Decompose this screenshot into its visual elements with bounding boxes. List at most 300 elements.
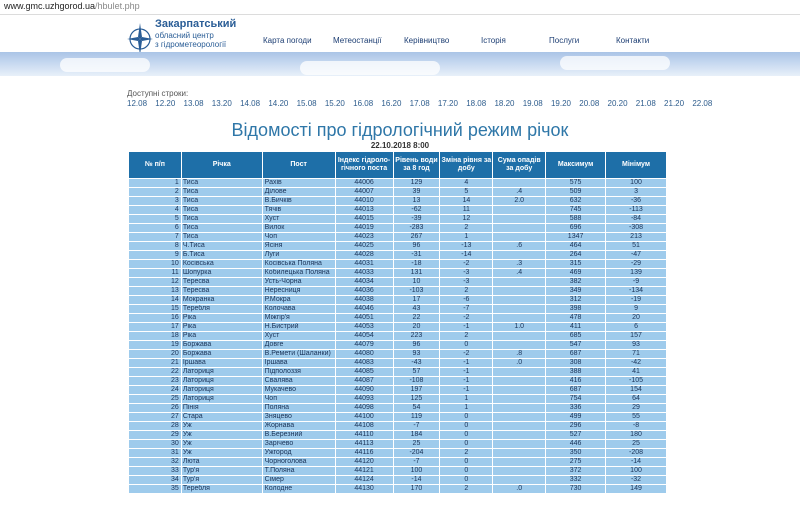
cell-minimum: -19: [606, 296, 667, 305]
cell-minimum: 100: [606, 179, 667, 188]
cell-minimum: 93: [606, 341, 667, 350]
cell-maximum: 388: [546, 368, 606, 377]
cell-maximum: 336: [546, 404, 606, 413]
cell-minimum: 213: [606, 233, 667, 242]
cell-water-level: 43: [393, 305, 440, 314]
cell-level-change: -1: [440, 368, 493, 377]
cell-number: 14: [129, 296, 182, 305]
cell-post: Косівська Поляна: [262, 260, 335, 269]
cell-level-change: -3: [440, 269, 493, 278]
cell-maximum: 349: [546, 287, 606, 296]
cell-post: Чоп: [262, 395, 335, 404]
cell-river: Тур'я: [181, 467, 262, 476]
cell-river: Уж: [181, 440, 262, 449]
cell-number: 27: [129, 413, 182, 422]
cell-maximum: 350: [546, 449, 606, 458]
cell-maximum: 1347: [546, 233, 606, 242]
cell-river: Тиса: [181, 224, 262, 233]
cell-water-level: -43: [393, 359, 440, 368]
cell-post: В.Ремети (Шаланки): [262, 350, 335, 359]
cell-level-change: 2: [440, 449, 493, 458]
cell-number: 8: [129, 242, 182, 251]
period-link[interactable]: 22.08: [692, 99, 713, 108]
cell-number: 22: [129, 368, 182, 377]
cell-level-change: -1: [440, 359, 493, 368]
cell-precipitation: [493, 377, 546, 386]
header-water-level: Рівень води за 8 год: [393, 152, 440, 179]
cell-water-level: 184: [393, 431, 440, 440]
cell-level-change: 2: [440, 332, 493, 341]
cell-minimum: 149: [606, 485, 667, 494]
cell-water-level: 25: [393, 440, 440, 449]
cell-post: Міжгір'я: [262, 314, 335, 323]
cell-number: 33: [129, 467, 182, 476]
cell-precipitation: [493, 422, 546, 431]
cell-post: Усть-Чорна: [262, 278, 335, 287]
cell-minimum: -105: [606, 377, 667, 386]
cell-maximum: 687: [546, 386, 606, 395]
period-link[interactable]: 12.20: [155, 99, 176, 108]
cell-water-level: 17: [393, 296, 440, 305]
header-maximum: Максимум: [546, 152, 606, 179]
cell-water-level: 22: [393, 314, 440, 323]
cell-post-index: 44010: [335, 197, 393, 206]
cell-number: 17: [129, 323, 182, 332]
table-row: [129, 278, 667, 287]
cell-water-level: 96: [393, 341, 440, 350]
cell-river: Уж: [181, 422, 262, 431]
url-text[interactable]: [4, 1, 140, 11]
url-domain: www.gmc.uzhgorod.ua: [4, 1, 96, 11]
cell-river: Тиса: [181, 197, 262, 206]
cell-number: 18: [129, 332, 182, 341]
cell-post: Іршава: [262, 359, 335, 368]
cell-maximum: 416: [546, 377, 606, 386]
table-row: [129, 359, 667, 368]
cell-number: 4: [129, 206, 182, 215]
cell-river: Боржава: [181, 341, 262, 350]
cell-post-index: 44121: [335, 467, 393, 476]
table-row: [129, 197, 667, 206]
available-periods-list: [127, 99, 718, 108]
cell-precipitation: 1.0: [493, 323, 546, 332]
cell-level-change: 11: [440, 206, 493, 215]
cell-post-index: 44083: [335, 359, 393, 368]
cell-minimum: 71: [606, 350, 667, 359]
cell-river: Тиса: [181, 188, 262, 197]
cell-post-index: 44038: [335, 296, 393, 305]
cell-minimum: 180: [606, 431, 667, 440]
table-row: [129, 395, 667, 404]
cell-number: 5: [129, 215, 182, 224]
cell-water-level: -7: [393, 458, 440, 467]
table-row: [129, 404, 667, 413]
cell-post-index: 44110: [335, 431, 393, 440]
cell-post-index: 44046: [335, 305, 393, 314]
cell-minimum: 51: [606, 242, 667, 251]
cell-maximum: 275: [546, 458, 606, 467]
cell-minimum: -29: [606, 260, 667, 269]
cell-post: Хуст: [262, 215, 335, 224]
period-link[interactable]: 16.08: [353, 99, 374, 108]
cell-post-index: 44007: [335, 188, 393, 197]
table-row: [129, 476, 667, 485]
cell-number: 23: [129, 377, 182, 386]
logo-subtitle-line2: з гідрометеорології: [155, 40, 227, 49]
cell-river: Уж: [181, 449, 262, 458]
period-link[interactable]: 14.08: [240, 99, 261, 108]
cell-number: 6: [129, 224, 182, 233]
period-link[interactable]: 18.20: [494, 99, 515, 108]
cell-minimum: -208: [606, 449, 667, 458]
cell-water-level: 93: [393, 350, 440, 359]
cell-river: Латориця: [181, 368, 262, 377]
cell-number: 7: [129, 233, 182, 242]
cell-level-change: 14: [440, 197, 493, 206]
period-link[interactable]: 18.08: [466, 99, 487, 108]
table-row: [129, 458, 667, 467]
sky-banner: [0, 52, 800, 76]
nav-management[interactable]: Керівництво: [404, 36, 450, 45]
cell-precipitation: .0: [493, 485, 546, 494]
cell-precipitation: .0: [493, 359, 546, 368]
cell-water-level: -283: [393, 224, 440, 233]
cell-number: 25: [129, 395, 182, 404]
cell-minimum: -47: [606, 251, 667, 260]
cell-minimum: -14: [606, 458, 667, 467]
cell-water-level: -39: [393, 215, 440, 224]
period-link[interactable]: 17.08: [409, 99, 430, 108]
cell-post-index: 44015: [335, 215, 393, 224]
cell-maximum: 469: [546, 269, 606, 278]
nav-contacts[interactable]: Контакти: [616, 36, 650, 45]
cell-number: 3: [129, 197, 182, 206]
table-row: [129, 188, 667, 197]
table-row: [129, 287, 667, 296]
cell-river: Латориця: [181, 377, 262, 386]
cell-post: Ясіня: [262, 242, 335, 251]
cell-level-change: -13: [440, 242, 493, 251]
period-link[interactable]: 13.08: [183, 99, 204, 108]
period-link[interactable]: 20.08: [579, 99, 600, 108]
cell-post-index: 44120: [335, 458, 393, 467]
cell-post: Чорноголова: [262, 458, 335, 467]
cell-level-change: -3: [440, 278, 493, 287]
cell-post: В.Березний: [262, 431, 335, 440]
cell-maximum: 372: [546, 467, 606, 476]
cell-post-index: 44031: [335, 260, 393, 269]
cell-river: Стара: [181, 413, 262, 422]
cell-precipitation: [493, 233, 546, 242]
cell-river: Ріка: [181, 314, 262, 323]
table-row: [129, 413, 667, 422]
period-link[interactable]: 13.20: [211, 99, 232, 108]
table-body: [129, 179, 667, 494]
cell-number: 16: [129, 314, 182, 323]
cell-river: Ріка: [181, 323, 262, 332]
cell-post-index: 44033: [335, 269, 393, 278]
cell-minimum: 25: [606, 440, 667, 449]
available-periods-label: Доступні строки:: [127, 89, 189, 98]
cell-river: Люта: [181, 458, 262, 467]
cell-post-index: 44053: [335, 323, 393, 332]
cell-minimum: 41: [606, 368, 667, 377]
cell-minimum: -32: [606, 476, 667, 485]
cell-water-level: 39: [393, 188, 440, 197]
period-link[interactable]: 15.08: [296, 99, 317, 108]
cell-level-change: 0: [440, 458, 493, 467]
cell-maximum: 446: [546, 440, 606, 449]
cell-maximum: 547: [546, 341, 606, 350]
cell-water-level: -108: [393, 377, 440, 386]
header-post: Пост: [262, 152, 335, 179]
cell-maximum: 745: [546, 206, 606, 215]
cell-post: Кобилецька Поляна: [262, 269, 335, 278]
cell-water-level: 20: [393, 323, 440, 332]
table-row: [129, 431, 667, 440]
cell-precipitation: [493, 476, 546, 485]
cell-post: Колодне: [262, 485, 335, 494]
cell-post: Поляна: [262, 404, 335, 413]
cell-minimum: -42: [606, 359, 667, 368]
cell-water-level: -103: [393, 287, 440, 296]
cell-level-change: 12: [440, 215, 493, 224]
period-link[interactable]: 19.20: [550, 99, 572, 108]
cell-water-level: 131: [393, 269, 440, 278]
cell-post: Чоп: [262, 233, 335, 242]
cell-minimum: -308: [606, 224, 667, 233]
cell-minimum: 154: [606, 386, 667, 395]
cell-minimum: -9: [606, 278, 667, 287]
cell-level-change: 2: [440, 287, 493, 296]
cell-minimum: 6: [606, 323, 667, 332]
cell-maximum: 296: [546, 422, 606, 431]
cell-river: Теребля: [181, 485, 262, 494]
cell-post-index: 44051: [335, 314, 393, 323]
cell-post: Ужгород: [262, 449, 335, 458]
cell-number: 2: [129, 188, 182, 197]
cell-water-level: 125: [393, 395, 440, 404]
cell-level-change: -2: [440, 314, 493, 323]
header-level-change: Зміна рівня за добу: [440, 152, 493, 179]
table-header-row: [129, 152, 667, 179]
cell-water-level: -31: [393, 251, 440, 260]
cell-river: Тересва: [181, 278, 262, 287]
cell-water-level: 13: [393, 197, 440, 206]
cell-water-level: 57: [393, 368, 440, 377]
cell-post: Тячів: [262, 206, 335, 215]
table-row: [129, 323, 667, 332]
cell-minimum: -134: [606, 287, 667, 296]
cell-precipitation: .8: [493, 350, 546, 359]
cell-post: Сімер: [262, 476, 335, 485]
url-path: /hbulet.php: [95, 1, 140, 11]
cell-water-level: -14: [393, 476, 440, 485]
cell-precipitation: [493, 431, 546, 440]
browser-address-bar[interactable]: [0, 0, 800, 15]
cell-minimum: 139: [606, 269, 667, 278]
cell-level-change: 0: [440, 467, 493, 476]
cell-post-index: 44019: [335, 224, 393, 233]
logo-title: Закарпатський: [155, 18, 237, 30]
header-number: № п/п: [129, 152, 182, 179]
cell-water-level: 119: [393, 413, 440, 422]
cell-water-level: -18: [393, 260, 440, 269]
cell-post: Вилок: [262, 224, 335, 233]
cell-river: Тиса: [181, 179, 262, 188]
cell-number: 29: [129, 431, 182, 440]
cell-minimum: -113: [606, 206, 667, 215]
cell-river: Ч.Тиса: [181, 242, 262, 251]
cell-number: 9: [129, 251, 182, 260]
table-row: [129, 233, 667, 242]
table-row: [129, 467, 667, 476]
table-row: [129, 269, 667, 278]
cell-precipitation: [493, 404, 546, 413]
cell-post-index: 44087: [335, 377, 393, 386]
cell-post-index: 44054: [335, 332, 393, 341]
cell-precipitation: [493, 251, 546, 260]
header-minimum: Мінімум: [606, 152, 667, 179]
cell-river: Тиса: [181, 215, 262, 224]
nav-history[interactable]: Історія: [481, 36, 506, 45]
table-row: [129, 224, 667, 233]
cell-precipitation: [493, 179, 546, 188]
cell-number: 24: [129, 386, 182, 395]
cell-post: Рахів: [262, 179, 335, 188]
nav-weather-stations[interactable]: Метеостанції: [333, 36, 382, 45]
table-row: [129, 242, 667, 251]
cell-minimum: -84: [606, 215, 667, 224]
cell-level-change: 2: [440, 224, 493, 233]
cell-maximum: 575: [546, 179, 606, 188]
cell-level-change: 0: [440, 422, 493, 431]
cell-level-change: -2: [440, 350, 493, 359]
cell-level-change: 1: [440, 404, 493, 413]
cell-post-index: 44116: [335, 449, 393, 458]
cell-level-change: 0: [440, 431, 493, 440]
cell-post-index: 44034: [335, 278, 393, 287]
cell-number: 21: [129, 359, 182, 368]
cell-precipitation: [493, 224, 546, 233]
nav-weather-map[interactable]: Карта погоди: [263, 36, 312, 45]
cell-post-index: 44079: [335, 341, 393, 350]
period-link[interactable]: 15.20: [324, 99, 345, 108]
period-link[interactable]: 17.20: [437, 99, 458, 108]
cell-minimum: -36: [606, 197, 667, 206]
header-precipitation: Сума опадів за добу: [493, 152, 546, 179]
period-link[interactable]: 19.08: [522, 99, 543, 108]
table-row: [129, 368, 667, 377]
cell-post-index: 44085: [335, 368, 393, 377]
period-link[interactable]: 12.08: [127, 99, 148, 108]
header-river: Річка: [181, 152, 262, 179]
period-link[interactable]: 21.08: [635, 99, 656, 108]
table-row: [129, 251, 667, 260]
cell-river: Тур'я: [181, 476, 262, 485]
period-link[interactable]: 14.20: [268, 99, 289, 108]
cell-water-level: 100: [393, 467, 440, 476]
cell-post: Т.Поляна: [262, 467, 335, 476]
table-row: [129, 305, 667, 314]
cell-number: 1: [129, 179, 182, 188]
cell-number: 34: [129, 476, 182, 485]
cell-level-change: -1: [440, 386, 493, 395]
cell-maximum: 754: [546, 395, 606, 404]
cell-river: Косівська: [181, 260, 262, 269]
cell-river: Пінія: [181, 404, 262, 413]
cell-water-level: 223: [393, 332, 440, 341]
cell-maximum: 687: [546, 350, 606, 359]
period-link[interactable]: 20.20: [607, 99, 628, 108]
cell-maximum: 264: [546, 251, 606, 260]
cell-river: Боржава: [181, 350, 262, 359]
page-title: Відомості про гідрологічний режим річок: [231, 120, 569, 140]
cell-post-index: 44013: [335, 206, 393, 215]
cell-post: Довге: [262, 341, 335, 350]
cell-precipitation: .6: [493, 242, 546, 251]
table-row: [129, 179, 667, 188]
cell-water-level: 129: [393, 179, 440, 188]
cell-river: Ріка: [181, 332, 262, 341]
table-row: [129, 206, 667, 215]
cell-post: Нересниця: [262, 287, 335, 296]
cell-post: Н.Бистрий: [262, 323, 335, 332]
cell-precipitation: [493, 449, 546, 458]
cell-river: Латориця: [181, 386, 262, 395]
table-row: [129, 215, 667, 224]
cell-post-index: 44080: [335, 350, 393, 359]
period-link[interactable]: 16.20: [381, 99, 402, 108]
cell-maximum: 696: [546, 224, 606, 233]
nav-services[interactable]: Послуги: [549, 36, 580, 45]
cell-precipitation: .3: [493, 260, 546, 269]
report-datetime: 22.10.2018 8:00: [370, 141, 430, 150]
cell-maximum: 499: [546, 413, 606, 422]
cell-precipitation: [493, 440, 546, 449]
cell-level-change: 0: [440, 413, 493, 422]
cell-river: Шопурка: [181, 269, 262, 278]
cell-level-change: 0: [440, 341, 493, 350]
cell-maximum: 411: [546, 323, 606, 332]
cell-river: Іршава: [181, 359, 262, 368]
table-row: [129, 350, 667, 359]
cell-water-level: 54: [393, 404, 440, 413]
cell-number: 28: [129, 422, 182, 431]
cell-number: 15: [129, 305, 182, 314]
cell-maximum: 398: [546, 305, 606, 314]
cell-level-change: 2: [440, 485, 493, 494]
cell-post-index: 44036: [335, 287, 393, 296]
cell-maximum: 527: [546, 431, 606, 440]
cell-precipitation: 2.0: [493, 197, 546, 206]
cell-precipitation: [493, 341, 546, 350]
cell-level-change: 1: [440, 395, 493, 404]
cell-post-index: 44108: [335, 422, 393, 431]
cell-level-change: -14: [440, 251, 493, 260]
cell-post: Жорнава: [262, 422, 335, 431]
cell-maximum: 730: [546, 485, 606, 494]
cell-maximum: 632: [546, 197, 606, 206]
cell-precipitation: [493, 206, 546, 215]
period-link[interactable]: 21.20: [664, 99, 685, 108]
cell-river: Латориця: [181, 395, 262, 404]
cell-precipitation: [493, 368, 546, 377]
table-row: [129, 341, 667, 350]
hydrology-table: [128, 151, 667, 494]
cell-post: Зняцево: [262, 413, 335, 422]
cell-minimum: 55: [606, 413, 667, 422]
